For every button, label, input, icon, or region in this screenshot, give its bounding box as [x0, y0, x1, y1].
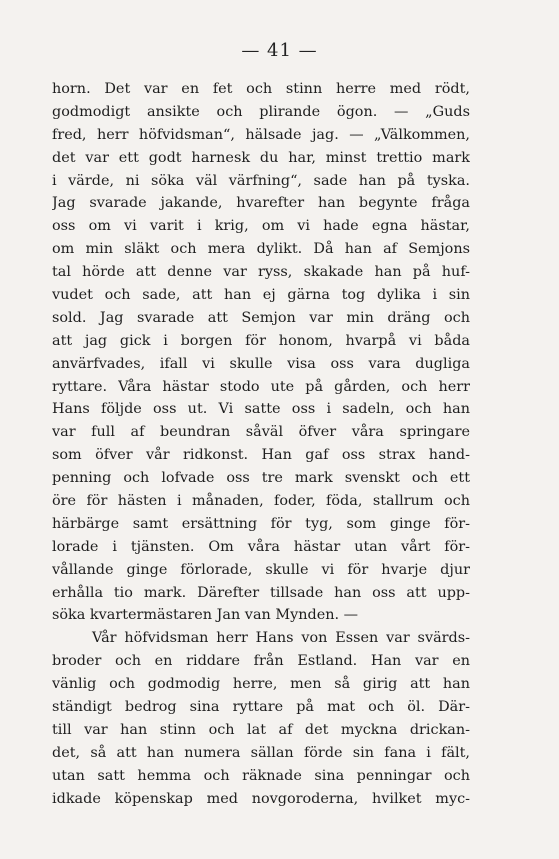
text-line: härbärge samt ersättning för tyg, som ginge för- — [52, 515, 470, 532]
text-line: vänlig och godmodig herre, men så girig att han — [52, 676, 470, 693]
text-line: lorade i tjänsten. Om våra hästar utan vårt för- — [52, 538, 470, 555]
text-line: idkade köpenskap med novgoroderna, hvilket myc- — [52, 790, 470, 807]
text-line: det var ett godt harnesk du har, minst trettio mark — [52, 149, 470, 166]
text-line: Hans följde oss ut. Vi satte oss i sadeln, och han — [52, 401, 470, 418]
text-line: erhålla tio mark. Därefter tillsade han oss att upp- — [52, 584, 470, 601]
page-number: — 41 — — [241, 40, 318, 61]
text-line: att jag gick i borgen för honom, hvarpå vi båda — [52, 332, 470, 349]
text-line: ryttare. Våra hästar stodo ute på gården, och herr — [52, 378, 470, 395]
text-line: broder och en riddare från Estland. Han var en — [52, 653, 470, 670]
text-line: vållande ginge förlorade, skulle vi för hvarje djur — [52, 561, 470, 578]
text-line: var full af beundran såväl öfver våra springare — [52, 424, 470, 441]
text-line: söka kvartermästaren Jan van Mynden. — — [52, 607, 359, 624]
text-line: i värde, ni söka väl värfning“, sade han på tyska. — [52, 172, 470, 189]
text-line: horn. Det var en fet och stinn herre med rödt, — [52, 81, 470, 97]
text-line: penning och lofvade oss tre mark svenskt och ett — [52, 470, 470, 487]
paragraph-start-line: Vår höfvidsman herr Hans von Essen var svärds- — [92, 630, 470, 647]
text-line: anvärfvades, ifall vi skulle visa oss vara dugliga — [52, 355, 470, 372]
text-line: sold. Jag svarade att Semjon var min dräng och — [52, 309, 470, 326]
text-line: som öfver vår ridkonst. Han gaf oss strax hand- — [52, 447, 470, 464]
text-line: tal hörde att denne var ryss, skakade han på huf- — [52, 264, 470, 281]
text-line: fred, herr höfvidsman“, hälsade jag. — „Välkommen, — [52, 126, 470, 143]
text-line: öre för hästen i månaden, foder, föda, stallrum och — [52, 493, 470, 510]
text-line: Jag svarade jakande, hvarefter han begynte fråga — [52, 195, 470, 212]
text-line: godmodigt ansikte och plirande ögon. — „Guds — [52, 103, 470, 120]
text-line: om min släkt och mera dylikt. Då han af Semjons — [52, 241, 470, 258]
body-text — [52, 78, 470, 811]
text-line: oss om vi varit i krig, om vi hade egna hästar, — [52, 218, 470, 235]
text-line: till var han stinn och lat af det myckna drickan- — [52, 721, 470, 738]
text-line: vudet och sade, att han ej gärna tog dylika i sin — [52, 287, 470, 304]
text-line: utan satt hemma och räknade sina penningar och — [52, 767, 470, 784]
text-line: ständigt bedrog sina ryttare på mat och öl. Där- — [52, 699, 470, 716]
text-line: det, så att han numera sällan förde sin fana i fält, — [52, 744, 470, 761]
